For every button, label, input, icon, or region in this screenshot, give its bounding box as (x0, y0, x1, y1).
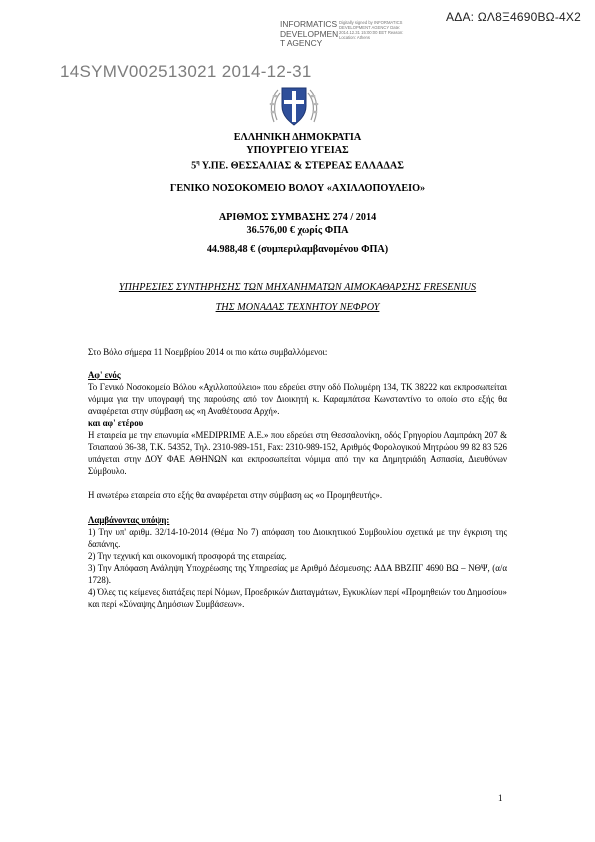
page-number: 1 (498, 793, 503, 803)
header-ministry: ΥΠΟΥΡΓΕΙΟ ΥΓΕΙΑΣ (246, 145, 349, 156)
supplier-reference: Η ανωτέρω εταιρεία στο εξής θα αναφέρεται στην σύμβαση ως «ο Προμηθευτής». (88, 490, 383, 500)
party1-heading: Αφ' ενός (88, 370, 121, 380)
amount-with-vat: 44.988,48 € (συμπεριλαμβανομένου ΦΠΑ) (206, 244, 389, 255)
ada-code: ΑΔΑ: ΩΛ8Ξ4690ΒΩ-4Χ2 (446, 10, 581, 24)
header-republic: ΕΛΛΗΝΙΚΗ ΔΗΜΟΚΡΑΤΙΑ (233, 132, 362, 143)
digital-signature-org: INFORMATICS DEVELOPMEN T AGENCY (280, 19, 339, 48)
amount-without-vat: 36.576,00 € χωρίς ΦΠΑ (246, 225, 349, 236)
document-title-line1: ΥΠΗΡΕΣΙΕΣ ΣΥΝΤΗΡΗΣΗΣ ΤΩΝ ΜΗΧΑΝΗΜΑΤΩΝ ΑΙΜΟΚΑΘΑΡΣΗΣ FRESENIUS (118, 282, 477, 293)
greek-coat-of-arms-icon (268, 82, 320, 130)
header-health-region (0, 157, 595, 172)
considering-item-3: 3) Την Απόφαση Ανάληψη Υποχρέωσης της Υπηρεσίας με Αριθμό Δέσμευσης: ΑΔΑ ΒΒΖΠΓ 4690 ΒΩ – ΝΘΨ, (α/α 1728). (88, 563, 507, 585)
region-ordinal: η (196, 160, 200, 166)
considering-item-1: 1) Την υπ' αριθμ. 32/14-10-2014 (Θέμα Νο 7) απόφαση του Διοικητικού Συμβουλίου σχετικά με την έγκριση της δαπάνης. (88, 527, 507, 549)
region-name: Υ.ΠΕ. ΘΕΣΣΑΛΙΑΣ & ΣΤΕΡΕΑΣ ΕΛΛΑΔΑΣ (199, 160, 404, 172)
document-stamp: 14SYMV002513021 2014-12-31 (60, 62, 312, 81)
region-number: 5 (191, 160, 197, 172)
digital-signature-details: Digitally signed by INFORMATICS DEVELOPMENT AGENCY Date: 2014.12.31 15:00:00 EET Reason: Location: Athens (339, 20, 404, 40)
considering-heading: Λαμβάνοντας υπόψη: (88, 515, 170, 525)
document-title-line2: ΤΗΣ ΜΟΝΑΔΑΣ ΤΕΧΝΗΤΟΥ ΝΕΦΡΟΥ (215, 302, 380, 313)
party2-text: Η εταιρεία με την επωνυμία «MEDIPRIME Α.Ε.» που εδρεύει στη Θεσσαλονίκη, οδός Γρηγορίου Λαμπράκη 207 & Τσιαπαού 36-38, Τ.Κ. 54352, Τηλ. 2310-989-151, Fax: 2310-989-152, Αριθμός Φορολογικού Μητρώου 99 82 83 526 υπάγεται στην ΔΟΥ ΦΑΕ ΑΘΗΝΩΝ και εκπροσωπείται νόμιμα από την κα Δημητριάδη Ασπασία, Διευθύνων Σύμβουλο. (88, 430, 507, 476)
considering-item-2: 2) Την τεχνική και οικονομική προσφορά της εταιρείας. (88, 551, 287, 561)
hospital-name: ΓΕΝΙΚΟ ΝΟΣΟΚΟΜΕΙΟ ΒΟΛΟΥ «ΑΧΙΛΛΟΠΟΥΛΕΙΟ» (169, 183, 426, 194)
considering-item-4: 4) Όλες τις κείμενες διατάξεις περί Νόμων, Προεδρικών Διαταγμάτων, Εγκυκλίων περί «Προμηθειών του Δημοσίου» και περί «Σύναψης Δημόσιων Συμβάσεων». (88, 587, 507, 609)
contract-number: ΑΡΙΘΜΟΣ ΣΥΜΒΑΣΗΣ 274 / 2014 (218, 212, 377, 223)
party1-text: Το Γενικό Νοσοκομείο Βόλου «Αχιλλοπούλειο» που εδρεύει στην οδό Πολυμέρη 134, ΤΚ 38222 και εκπροσωπείται νόμιμα για την υπογραφή της παρούσης από τον Διοικητή κ. Καραμπάτσα Κωνσταντίνο το οποίο στο εξής θα αναφέρεται στην σύμβαση ως «η Αναθέτουσα Αρχή». (88, 382, 507, 416)
intro-paragraph: Στο Βόλο σήμερα 11 Νοεμβρίου 2014 οι πιο κάτω συμβαλλόμενοι: (88, 347, 328, 357)
party2-heading: και αφ' ετέρου (88, 418, 144, 428)
